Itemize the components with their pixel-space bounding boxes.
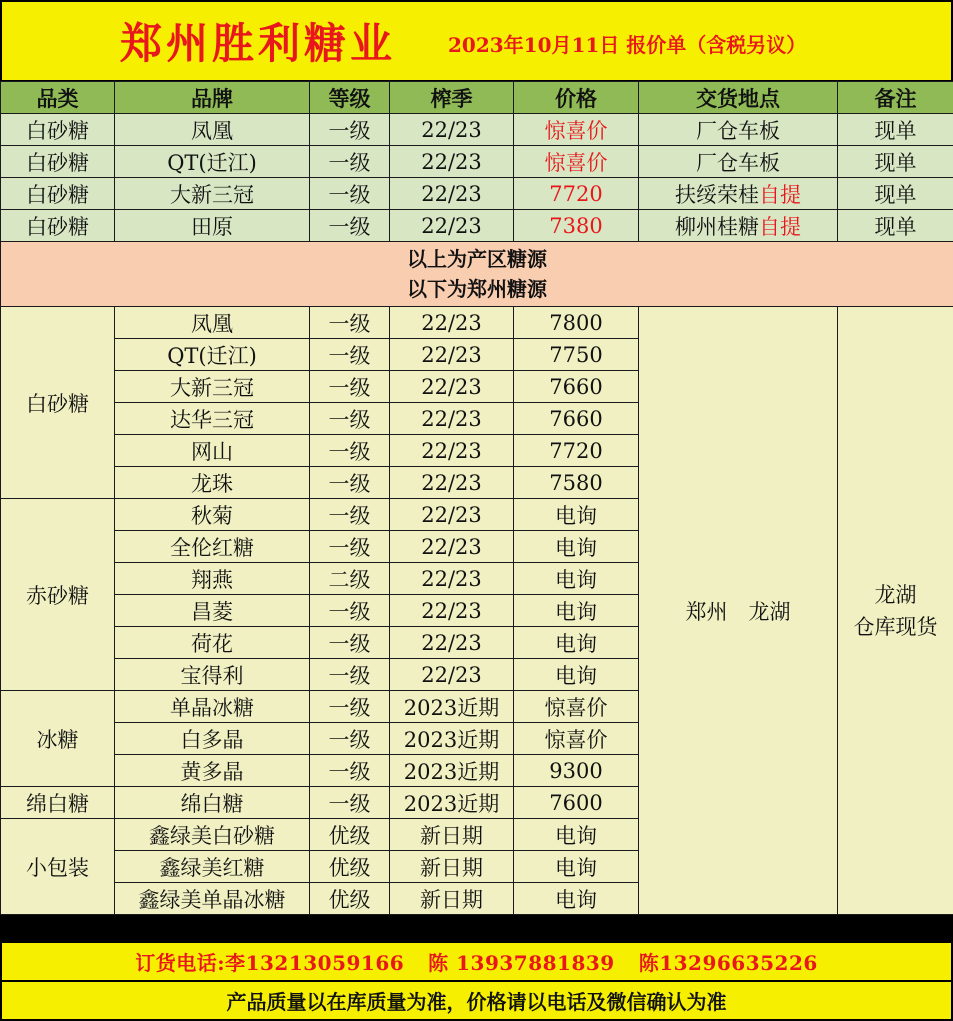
brand-cell: 秋菊 [115, 499, 310, 531]
phone-chen-2[interactable]: 陈13296635226 [638, 951, 818, 975]
column-header: 等级 [310, 82, 390, 114]
price-cell: 电询 [514, 595, 639, 627]
pickup-label: 自提 [759, 214, 801, 239]
category-cell: 小包装 [1, 819, 115, 915]
season-cell: 22/23 [390, 467, 514, 499]
column-header: 交货地点 [639, 82, 838, 114]
grade-cell: 一级 [310, 114, 390, 146]
brand-cell: 田原 [115, 210, 310, 242]
season-cell: 2023近期 [390, 755, 514, 787]
price-cell: 7800 [514, 307, 639, 339]
grade-cell: 一级 [310, 307, 390, 339]
brand-cell: 凤凰 [115, 307, 310, 339]
grade-cell: 一级 [310, 403, 390, 435]
divider-line-above: 以上为产区糖源 [407, 247, 547, 271]
brand-cell: 大新三冠 [115, 178, 310, 210]
season-cell: 2023近期 [390, 691, 514, 723]
brand-cell: 鑫绿美单晶冰糖 [115, 883, 310, 915]
category-cell: 白砂糖 [1, 146, 115, 178]
season-cell: 22/23 [390, 595, 514, 627]
brand-cell: 翔燕 [115, 563, 310, 595]
price-cell: 电询 [514, 819, 639, 851]
price-cell: 9300 [514, 755, 639, 787]
price-cell: 电询 [514, 531, 639, 563]
origin-row [1, 146, 953, 178]
price-cell: 7660 [514, 371, 639, 403]
price-cell: 7600 [514, 787, 639, 819]
brand-cell: QT(迁江) [115, 339, 310, 371]
quality-notice: 产品质量以在库质量为准，价格请以电话及微信确认为准 [2, 982, 951, 1019]
brand-cell: 荷花 [115, 627, 310, 659]
category-cell: 绵白糖 [1, 787, 115, 819]
stock-status: 仓库现货 [853, 614, 938, 639]
column-header: 品类 [1, 82, 115, 114]
grade-cell: 优级 [310, 819, 390, 851]
season-cell: 22/23 [390, 146, 514, 178]
zhengzhou-row [1, 307, 953, 339]
note-cell: 现单 [838, 210, 953, 242]
price-table [0, 81, 953, 915]
brand-cell: 凤凰 [115, 114, 310, 146]
price-cell: 惊喜价 [514, 691, 639, 723]
column-header: 价格 [514, 82, 639, 114]
note-cell [838, 307, 953, 915]
origin-row [1, 114, 953, 146]
grade-cell: 一级 [310, 691, 390, 723]
brand-cell: 全伦红糖 [115, 531, 310, 563]
brand-cell: 绵白糖 [115, 787, 310, 819]
location-cell [639, 114, 838, 146]
category-cell: 白砂糖 [1, 178, 115, 210]
location-text: 厂仓车板 [696, 150, 780, 175]
location-cell [639, 210, 838, 242]
price-cell: 电询 [514, 659, 639, 691]
title-bar [2, 2, 951, 80]
season-cell: 22/23 [390, 178, 514, 210]
season-cell: 2023近期 [390, 723, 514, 755]
season-cell: 22/23 [390, 659, 514, 691]
grade-cell: 优级 [310, 883, 390, 915]
season-cell: 22/23 [390, 563, 514, 595]
grade-cell: 一级 [310, 210, 390, 242]
location-text: 柳州桂糖 [675, 214, 759, 239]
season-cell: 22/23 [390, 435, 514, 467]
phone-chen-1[interactable]: 陈 13937881839 [428, 951, 615, 975]
brand-cell: 鑫绿美红糖 [115, 851, 310, 883]
brand-cell: 单晶冰糖 [115, 691, 310, 723]
grade-cell: 一级 [310, 467, 390, 499]
pickup-label: 自提 [759, 182, 801, 207]
season-cell: 22/23 [390, 210, 514, 242]
price-cell: 7720 [514, 435, 639, 467]
season-cell: 22/23 [390, 627, 514, 659]
brand-cell: 黄多晶 [115, 755, 310, 787]
season-cell: 22/23 [390, 531, 514, 563]
grade-cell: 一级 [310, 499, 390, 531]
season-cell: 22/23 [390, 114, 514, 146]
grade-cell: 一级 [310, 178, 390, 210]
price-cell: 电询 [514, 851, 639, 883]
order-phone-bar [2, 943, 951, 980]
category-cell: 赤砂糖 [1, 499, 115, 691]
season-cell: 新日期 [390, 851, 514, 883]
brand-cell: 达华三冠 [115, 403, 310, 435]
season-cell: 22/23 [390, 339, 514, 371]
source-divider-row [1, 242, 953, 307]
category-cell: 白砂糖 [1, 210, 115, 242]
price-cell: 惊喜价 [514, 114, 639, 146]
brand-cell: 昌菱 [115, 595, 310, 627]
header-row [1, 82, 953, 114]
warehouse-name: 龙湖 [874, 582, 917, 607]
grade-cell: 一级 [310, 435, 390, 467]
source-divider [1, 242, 953, 307]
category-cell: 白砂糖 [1, 114, 115, 146]
price-cell: 7380 [514, 210, 639, 242]
column-header: 备注 [838, 82, 953, 114]
grade-cell: 一级 [310, 146, 390, 178]
brand-cell: 大新三冠 [115, 371, 310, 403]
grade-cell: 一级 [310, 787, 390, 819]
price-cell: 电询 [514, 499, 639, 531]
price-cell: 惊喜价 [514, 723, 639, 755]
category-cell: 冰糖 [1, 691, 115, 787]
price-cell: 7580 [514, 467, 639, 499]
grade-cell: 一级 [310, 595, 390, 627]
price-cell: 7660 [514, 403, 639, 435]
phone-li[interactable]: 订货电话:李13213059166 [135, 951, 405, 975]
divider-line-below: 以下为郑州糖源 [407, 277, 547, 301]
location-cell: 郑州 龙湖 [639, 307, 838, 915]
price-cell: 电询 [514, 563, 639, 595]
column-header: 品牌 [115, 82, 310, 114]
grade-cell: 一级 [310, 659, 390, 691]
quote-date-subtitle: 2023年10月11日 报价单（含税另议） [448, 32, 807, 57]
price-cell: 7720 [514, 178, 639, 210]
season-cell: 新日期 [390, 819, 514, 851]
brand-cell: 龙珠 [115, 467, 310, 499]
price-cell: 7750 [514, 339, 639, 371]
location-cell [639, 146, 838, 178]
season-cell: 22/23 [390, 307, 514, 339]
grade-cell: 一级 [310, 339, 390, 371]
company-title: 郑州胜利糖业 [120, 19, 397, 68]
grade-cell: 一级 [310, 755, 390, 787]
price-cell: 电询 [514, 627, 639, 659]
brand-cell: 网山 [115, 435, 310, 467]
grade-cell: 一级 [310, 531, 390, 563]
grade-cell: 二级 [310, 563, 390, 595]
grade-cell: 一级 [310, 627, 390, 659]
season-cell: 22/23 [390, 499, 514, 531]
column-header: 榨季 [390, 82, 514, 114]
category-cell: 白砂糖 [1, 307, 115, 499]
brand-cell: 宝得利 [115, 659, 310, 691]
origin-row [1, 210, 953, 242]
grade-cell: 一级 [310, 371, 390, 403]
season-cell: 22/23 [390, 403, 514, 435]
note-cell: 现单 [838, 114, 953, 146]
brand-cell: 鑫绿美白砂糖 [115, 819, 310, 851]
note-cell: 现单 [838, 178, 953, 210]
price-cell: 电询 [514, 883, 639, 915]
season-cell: 22/23 [390, 371, 514, 403]
price-cell: 惊喜价 [514, 146, 639, 178]
season-cell: 2023近期 [390, 787, 514, 819]
brand-cell: 白多晶 [115, 723, 310, 755]
origin-row [1, 178, 953, 210]
grade-cell: 优级 [310, 851, 390, 883]
grade-cell: 一级 [310, 723, 390, 755]
season-cell: 新日期 [390, 883, 514, 915]
brand-cell: QT(迁江) [115, 146, 310, 178]
location-text: 扶绥荣桂 [675, 182, 759, 207]
location-text: 厂仓车板 [696, 118, 780, 143]
note-cell: 现单 [838, 146, 953, 178]
location-cell [639, 178, 838, 210]
